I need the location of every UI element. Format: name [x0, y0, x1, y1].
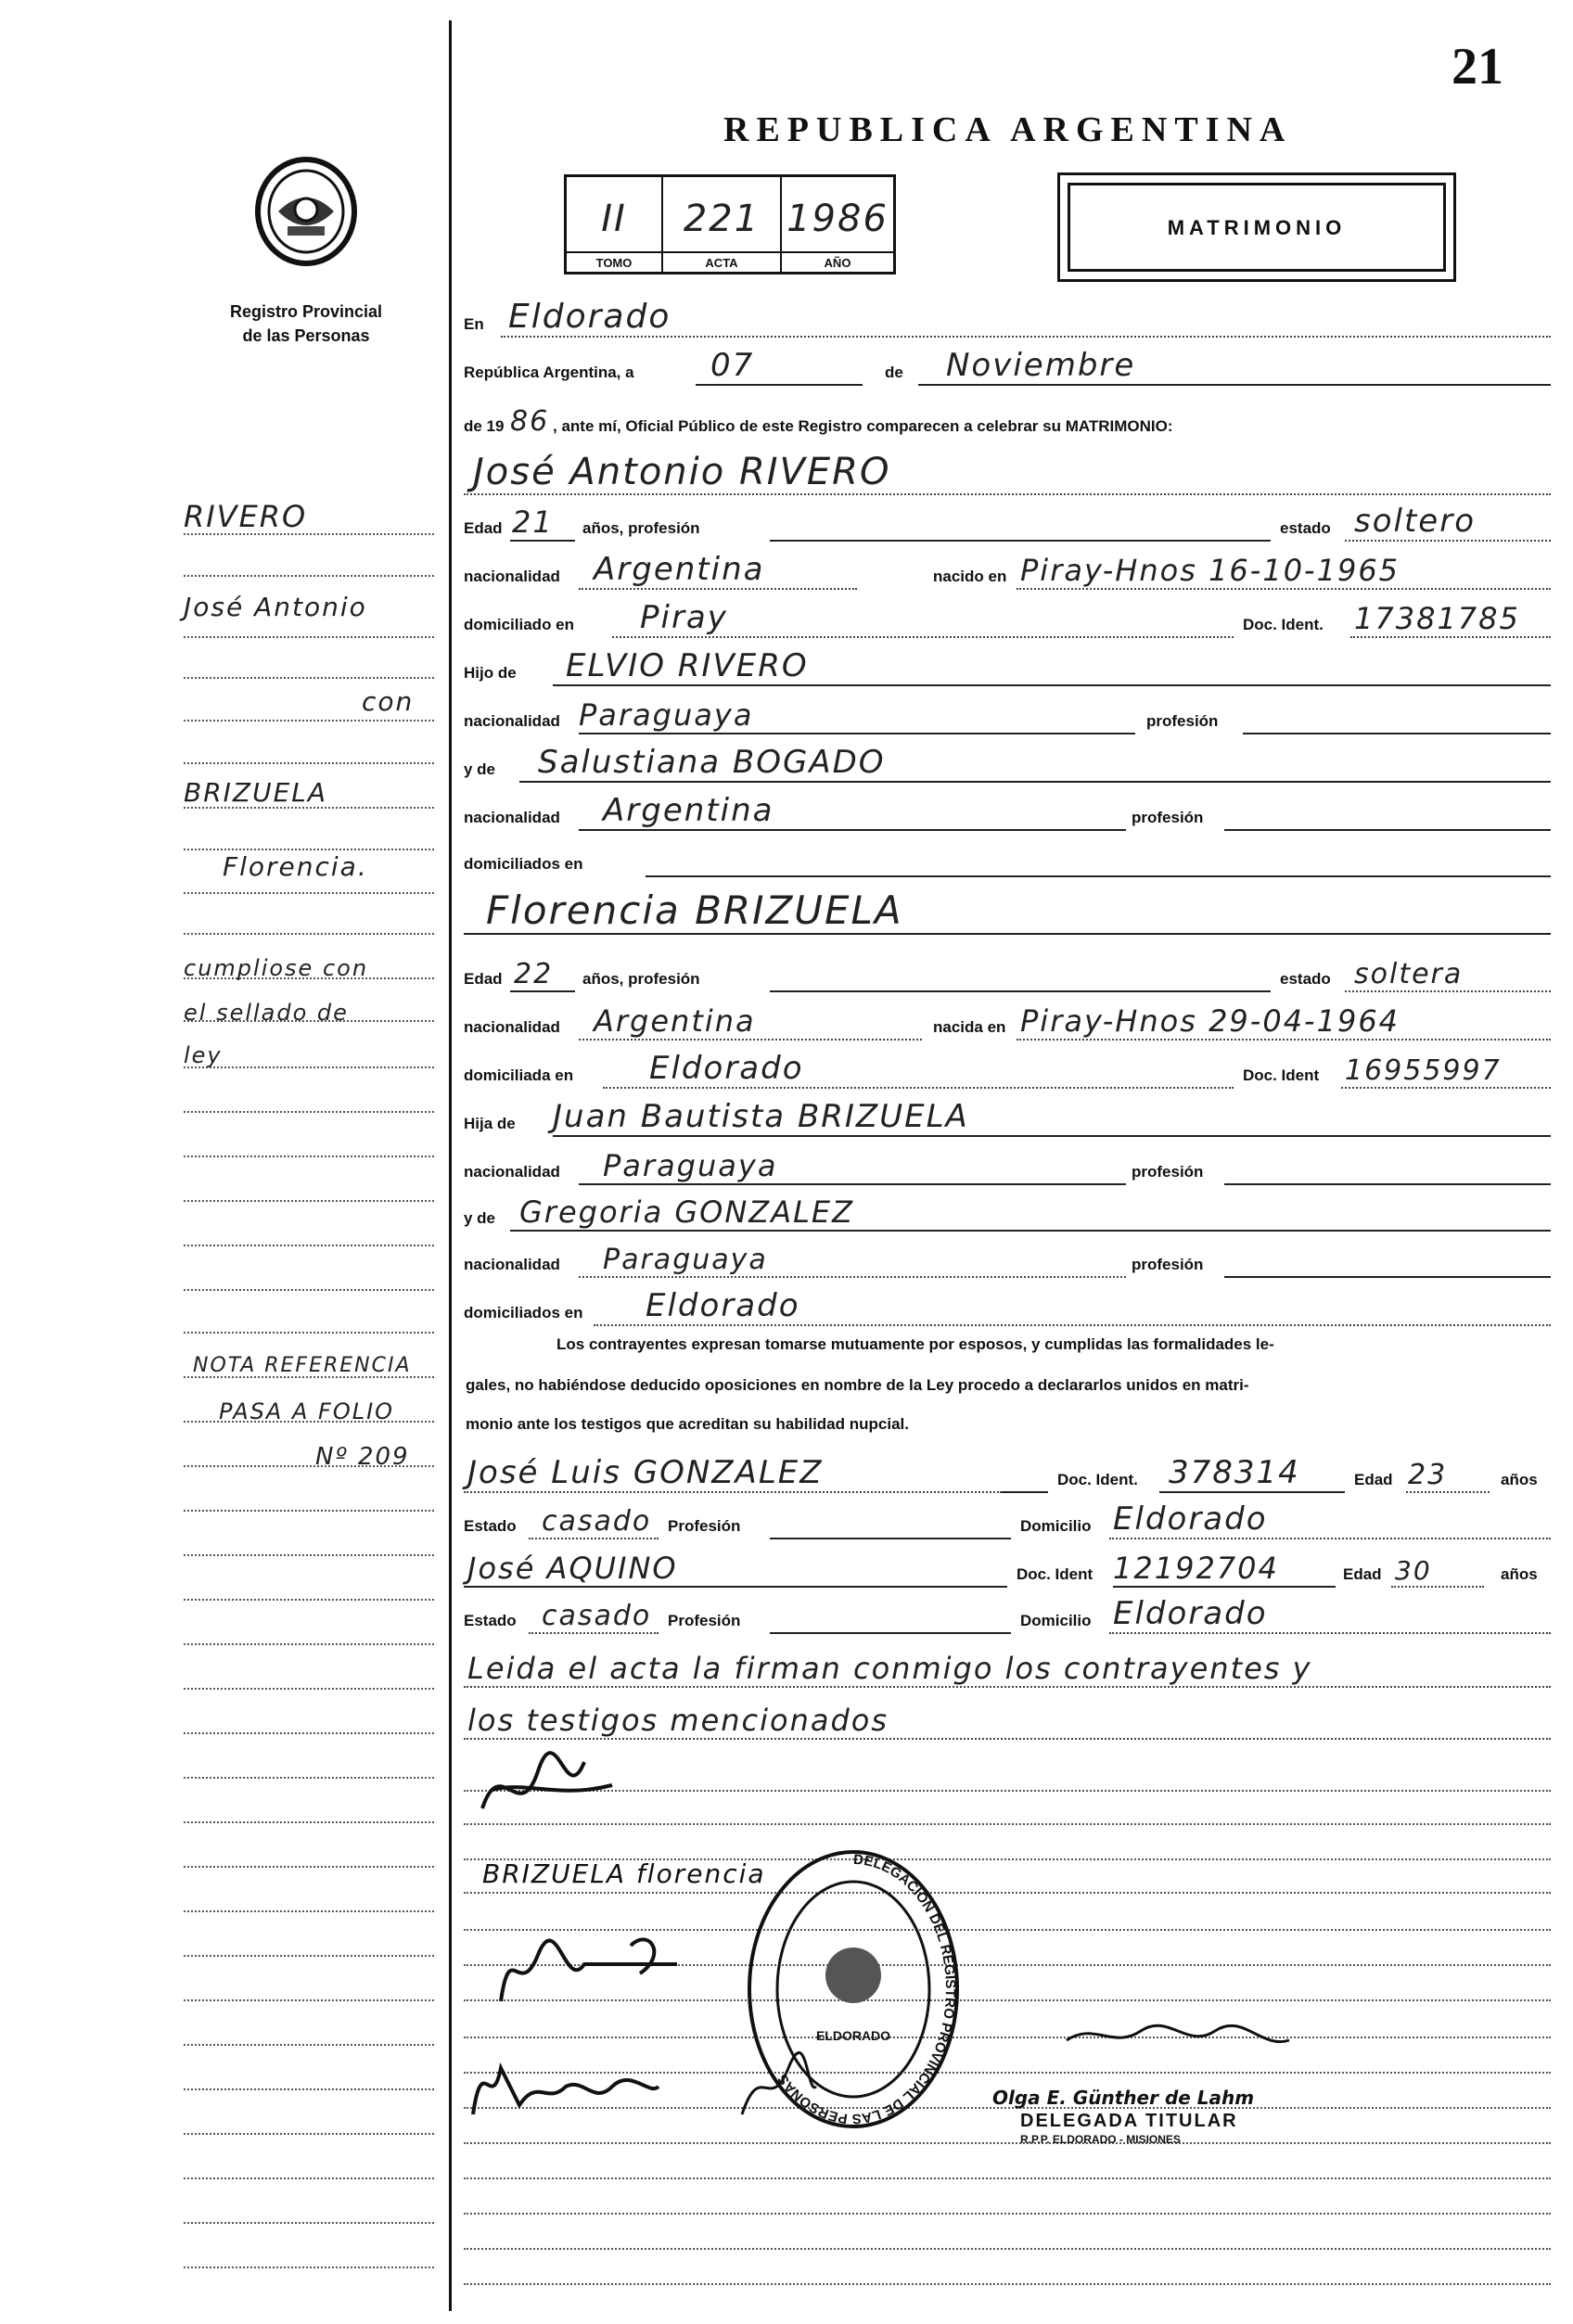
- row-bride-domiciliados: [464, 1287, 1551, 1328]
- bride-estado: soltera: [1354, 958, 1464, 990]
- row-groom-age: [464, 503, 1551, 543]
- groom-edad: 21: [512, 504, 554, 540]
- groom-father-prof-label: profesión: [1146, 712, 1219, 730]
- row-witness1: [464, 1454, 1551, 1495]
- row-groom-name: [464, 451, 1551, 497]
- witness2-doc-label: Doc. Ident: [1017, 1565, 1093, 1583]
- groom-doc-label: Doc. Ident.: [1243, 616, 1324, 633]
- bride-anos-profesion: años, profesión: [582, 970, 700, 988]
- row-groom-nac: [464, 551, 1551, 592]
- witness1-doc: 378314: [1169, 1454, 1300, 1491]
- row-groom-father: [464, 647, 1551, 688]
- day-value: 07: [710, 347, 755, 384]
- groom-mother: Salustiana BOGADO: [538, 744, 886, 781]
- signature-scribble-1: [473, 1743, 621, 1827]
- groom-nacido: Piray-Hnos 16-10-1965: [1020, 553, 1400, 588]
- registry-stamp: [742, 1845, 965, 2133]
- row-groom-mother: [464, 744, 1551, 785]
- witness1-estado: casado: [542, 1505, 652, 1538]
- ano-label: AÑO: [824, 256, 851, 270]
- bride-nacida-label: nacida en: [933, 1018, 1006, 1036]
- groom-nac-label: nacionalidad: [464, 568, 560, 585]
- declaration-line2: gales, no habiéndose deducido oposiciones en nombre de la Ley procedo a declararlos unidos en matri-: [466, 1376, 1249, 1394]
- row-bride-father-nac: [464, 1148, 1551, 1187]
- row-closing1: [464, 1647, 1551, 1690]
- bride-father-nac: Paraguaya: [603, 1148, 778, 1183]
- bride-mother-nac: Paraguaya: [603, 1244, 768, 1276]
- margin-name1: José Antonio: [184, 592, 367, 622]
- row-witness2-estado: [464, 1595, 1551, 1636]
- bride-signature: BRIZUELA florencia: [482, 1858, 766, 1889]
- bride-doc-label: Doc. Ident: [1243, 1066, 1320, 1084]
- bride-hija-label: Hija de: [464, 1115, 516, 1132]
- bride-nacionalidad: Argentina: [594, 1003, 756, 1039]
- groom-estado: soltero: [1354, 503, 1476, 540]
- row-date: [464, 347, 1551, 388]
- margin-note3: ley: [184, 1042, 223, 1068]
- witness1-edad: 23: [1408, 1459, 1448, 1491]
- registry-line1: Registro Provincial: [229, 302, 383, 321]
- row-groom-mother-nac: [464, 792, 1551, 833]
- closing-line1: Leida el acta la firman conmigo los contrayentes y: [467, 1651, 1312, 1686]
- month-value: Noviembre: [946, 347, 1136, 384]
- signature-scribble-2: [482, 1918, 686, 2011]
- officer-office: R.P.P. ELDORADO - MISIONES: [1020, 2133, 1181, 2146]
- witness1-profesion-label: Profesión: [668, 1517, 741, 1535]
- bride-edad-label: Edad: [464, 970, 503, 988]
- bride-domiciliados: Eldorado: [646, 1287, 800, 1324]
- declaration-line1: Los contrayentes expresan tomarse mutuamente por esposos, y cumplidas las formalidades le-: [556, 1335, 1274, 1353]
- record-type: MATRIMONIO: [1167, 216, 1347, 239]
- groom-father-nac: Paraguaya: [579, 697, 754, 733]
- groom-doc: 17381785: [1354, 601, 1520, 636]
- stamp-ring-text: DELEGACION DEL REGISTRO PROVINCIAL DE LAS PERSONAS: [774, 1851, 959, 2127]
- bride-edad: 22: [514, 958, 554, 990]
- bride-name: Florencia BRIZUELA: [486, 887, 903, 933]
- witness1-domicilio-label: Domicilio: [1020, 1517, 1092, 1535]
- groom-nacido-label: nacido en: [933, 568, 1007, 585]
- place-value: Eldorado: [508, 298, 671, 336]
- bride-mother-nac-label: nacionalidad: [464, 1256, 560, 1273]
- witness2-doc: 12192704: [1113, 1551, 1279, 1586]
- bride-mother: Gregoria GONZALEZ: [519, 1194, 855, 1230]
- row-bride-mother-nac: [464, 1245, 1551, 1280]
- groom-domiciliados-label: domiciliados en: [464, 855, 583, 873]
- matrimonio-box: [1057, 172, 1456, 282]
- bride-domicilio: Eldorado: [649, 1050, 804, 1087]
- row-bride-mother: [464, 1194, 1551, 1233]
- page-number: 21: [1452, 38, 1503, 96]
- witness2-domicilio: Eldorado: [1113, 1595, 1268, 1632]
- bride-nacida: Piray-Hnos 29-04-1964: [1020, 1003, 1400, 1039]
- witness2-estado-label: Estado: [464, 1612, 517, 1629]
- country-heading: REPUBLICA ARGENTINA: [723, 110, 1293, 149]
- groom-name: José Antonio RIVERO: [473, 451, 891, 493]
- witness2-profesion-label: Profesión: [668, 1612, 741, 1629]
- record-box: [564, 174, 896, 275]
- ano-value: 1986: [786, 198, 889, 240]
- margin-surname2: BRIZUELA: [184, 777, 328, 808]
- row-groom-dom: [464, 599, 1551, 640]
- tomo-label: TOMO: [567, 253, 663, 274]
- groom-anos-profesion: años, profesión: [582, 519, 700, 537]
- acta-value: 221: [663, 177, 782, 251]
- officer-name: Olga E. Günther de Lahm: [992, 2087, 1255, 2109]
- witness1-domicilio: Eldorado: [1113, 1500, 1268, 1538]
- margin-con: con: [362, 686, 415, 717]
- registry-line2: de las Personas: [242, 326, 370, 345]
- witness2-domicilio-label: Domicilio: [1020, 1612, 1092, 1629]
- row-place: [464, 298, 1551, 339]
- stamp-center-text: ELDORADO: [815, 2028, 891, 2043]
- witness1-estado-label: Estado: [464, 1517, 517, 1535]
- margin-note2: el sellado de: [184, 1000, 349, 1026]
- margin-ref1: NOTA REFERENCIA: [193, 1354, 412, 1377]
- closing-line2: los testigos mencionados: [467, 1703, 889, 1738]
- row-bride-age: [464, 959, 1551, 994]
- acta-label: ACTA: [663, 253, 782, 274]
- margin-note1: cumpliose con: [184, 955, 369, 981]
- groom-estado-label: estado: [1280, 519, 1331, 537]
- margin-ref2: PASA A FOLIO: [219, 1398, 395, 1424]
- margin-ref3: Nº 209: [315, 1443, 410, 1471]
- groom-father-nac-label: nacionalidad: [464, 712, 560, 730]
- witness2-anos: años: [1501, 1565, 1538, 1583]
- intro-text: , ante mí, Oficial Público de este Registro comparecen a celebrar su MATRIMONIO:: [553, 417, 1173, 435]
- row-bride-nac: [464, 1003, 1551, 1042]
- bride-doc: 16955997: [1345, 1054, 1502, 1087]
- row-bride-dom: [464, 1050, 1551, 1091]
- witness2-name: José AQUINO: [467, 1551, 678, 1586]
- witness1-name: José Luis GONZALEZ: [467, 1454, 824, 1491]
- bride-dom-label: domiciliada en: [464, 1066, 574, 1084]
- groom-edad-label: Edad: [464, 519, 503, 537]
- row-closing2: [464, 1699, 1551, 1742]
- de-label: de: [885, 364, 903, 381]
- row-year: [464, 406, 1551, 441]
- row-bride-father: [464, 1098, 1551, 1139]
- bride-y-de-label: y de: [464, 1209, 496, 1227]
- groom-mother-nac-label: nacionalidad: [464, 809, 560, 826]
- bride-nac-label: nacionalidad: [464, 1018, 560, 1036]
- row-witness2: [464, 1551, 1551, 1590]
- witness2-estado: casado: [542, 1600, 652, 1632]
- registry-seal-icon: [250, 156, 362, 267]
- witness1-doc-label: Doc. Ident.: [1057, 1471, 1138, 1488]
- row-witness1-estado: [464, 1500, 1551, 1541]
- year-value: 86: [510, 405, 550, 438]
- bride-father-prof-label: profesión: [1132, 1163, 1204, 1181]
- bride-mother-prof-label: profesión: [1132, 1256, 1204, 1273]
- declaration-line3: monio ante los testigos que acreditan su habilidad nupcial.: [466, 1415, 909, 1433]
- bride-domiciliados-label: domiciliados en: [464, 1304, 583, 1322]
- margin-name2: Florencia.: [223, 851, 368, 882]
- witness2-edad-label: Edad: [1343, 1565, 1382, 1583]
- bride-estado-label: estado: [1280, 970, 1331, 988]
- year-prefix: de 19: [464, 417, 505, 435]
- signature-scribble-5: [1057, 2003, 1298, 2068]
- tomo-value: II: [567, 177, 663, 251]
- groom-dom-label: domiciliado en: [464, 616, 575, 633]
- signature-scribble-3: [464, 2040, 668, 2124]
- groom-y-de-label: y de: [464, 760, 496, 778]
- groom-hijo-label: Hijo de: [464, 664, 517, 682]
- bride-father: Juan Bautista BRIZUELA: [553, 1098, 969, 1135]
- groom-mother-prof-label: profesión: [1132, 809, 1204, 826]
- groom-nacionalidad: Argentina: [594, 551, 765, 588]
- en-label: En: [464, 315, 484, 333]
- witness1-edad-label: Edad: [1354, 1471, 1393, 1488]
- row-groom-domiciliados: [464, 844, 1551, 879]
- page-divider: [449, 20, 452, 2311]
- groom-domicilio: Piray: [640, 599, 728, 636]
- republica-label: República Argentina, a: [464, 364, 634, 381]
- witness2-edad: 30: [1395, 1555, 1432, 1586]
- row-groom-father-nac: [464, 697, 1551, 736]
- officer-title: DELEGADA TITULAR: [1020, 2111, 1238, 2131]
- groom-mother-nac: Argentina: [603, 792, 774, 829]
- row-bride-name: [464, 887, 1551, 937]
- bride-father-nac-label: nacionalidad: [464, 1163, 560, 1181]
- margin-surname1: RIVERO: [184, 499, 308, 534]
- witness1-anos: años: [1501, 1471, 1538, 1488]
- groom-father: ELVIO RIVERO: [566, 647, 809, 684]
